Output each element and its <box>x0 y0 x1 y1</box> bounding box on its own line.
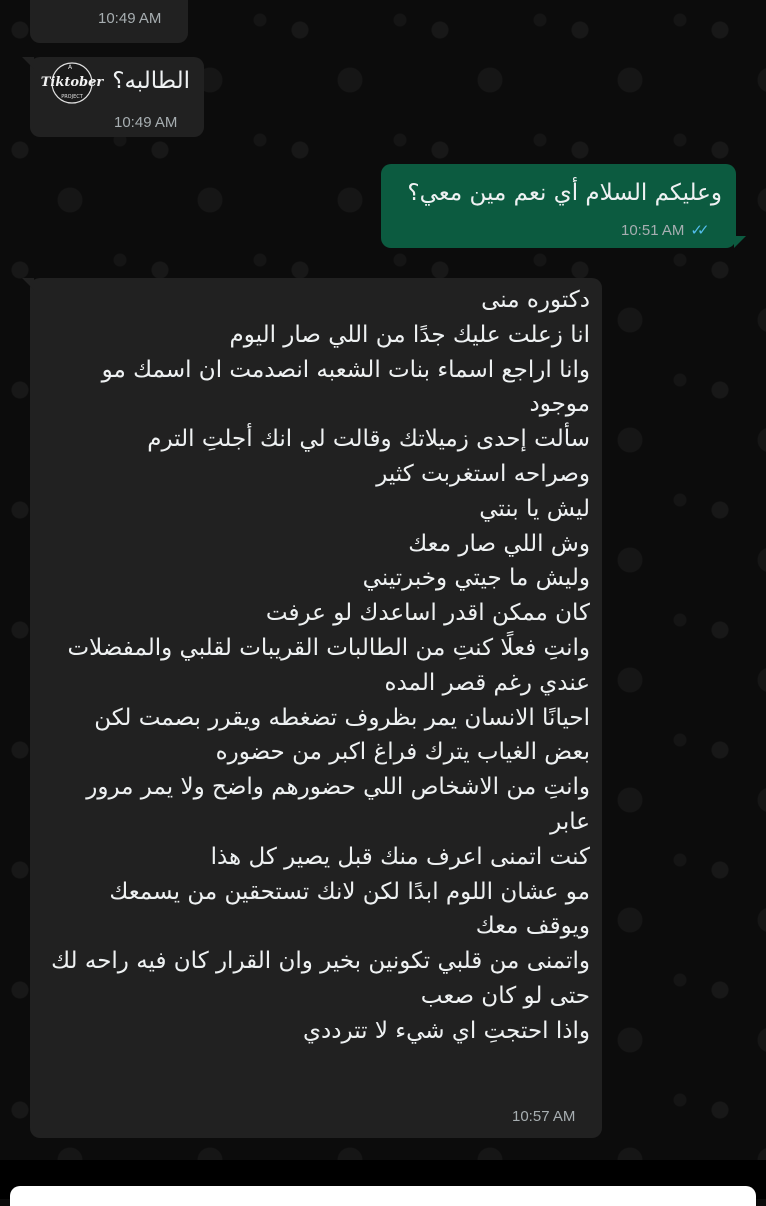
message-line: بعض الغياب يترك فراغ اكبر من حضوره <box>215 739 590 766</box>
bubble-tail <box>22 57 34 69</box>
bubble-tail <box>22 278 34 290</box>
message-body <box>34 283 590 1049</box>
message-line: سألت إحدى زميلاتك وقالت لي انك أجلتِ الترم <box>147 426 590 453</box>
message-time: 10:51 AM ✓✓ <box>621 222 704 239</box>
message-line: عندي رغم قصر المده <box>384 669 590 696</box>
message-line: واتمنى من قلبي تكونين بخير وان القرار كان فيه راحه لك <box>51 948 590 975</box>
message-line: كان ممكن اقدر اساعدك لو عرفت <box>265 600 590 627</box>
message-time: 10:49 AM <box>114 114 178 131</box>
message-line: واذا احتجتِ اي شيء لا تترددي <box>303 1017 590 1044</box>
message-line: مو عشان اللوم ابدًا لكن لانك تستحقين من يسمعك <box>109 878 590 905</box>
read-receipt-icon: ✓✓ <box>690 222 704 239</box>
message-line: انا زعلت عليك جدًا من اللي صار اليوم <box>229 321 590 348</box>
message-line: حتى لو كان صعب <box>420 982 590 1009</box>
message-bubble-outgoing[interactable] <box>381 164 736 248</box>
message-line: ليش يا بنتي <box>479 495 590 522</box>
svg-text:PROJECT: PROJECT <box>61 94 83 100</box>
message-line: عابر <box>550 808 590 835</box>
message-bubble-incoming[interactable] <box>30 57 204 137</box>
message-text: الطالبه؟ <box>112 68 190 94</box>
message-line: احيانًا الانسان يمر بظروف تضغطه ويقرر بصمت لكن <box>94 704 590 731</box>
bubble-tail <box>734 236 746 248</box>
message-line: وانتِ من الاشخاص اللي حضورهم واضح ولا يمر مرور <box>86 774 590 801</box>
message-line: موجود <box>529 391 590 418</box>
message-bubble-partial[interactable] <box>30 0 188 43</box>
message-line: وش اللي صار معك <box>408 530 590 557</box>
message-text: وعليكم السلام أي نعم مين معي؟ <box>407 180 722 206</box>
message-line: وليش ما جيتي وخبرتيني <box>362 565 590 592</box>
message-line: دكتوره منى <box>481 287 590 313</box>
message-line: وانا اراجع اسماء بنات الشعبه انصدمت ان اسمك مو <box>101 356 590 383</box>
message-time: 10:57 AM <box>512 1108 576 1125</box>
bottom-sheet-edge <box>10 1186 756 1206</box>
message-line: وصراحه استغربت كثير <box>376 460 590 487</box>
tiktober-logo <box>38 61 106 105</box>
message-line: ويوقف معك <box>475 913 590 940</box>
svg-text:Tiktober: Tiktober <box>40 75 104 90</box>
message-line: كنت اتمنى اعرف منك قبل يصير كل هذا <box>210 843 590 870</box>
message-bubble-incoming-long[interactable] <box>30 278 602 1138</box>
svg-text:A: A <box>68 64 73 71</box>
message-time: 10:49 AM <box>98 10 162 27</box>
message-line: وانتِ فعلًا كنتِ من الطالبات القريبات لقلبي والمفضلات <box>67 634 590 661</box>
